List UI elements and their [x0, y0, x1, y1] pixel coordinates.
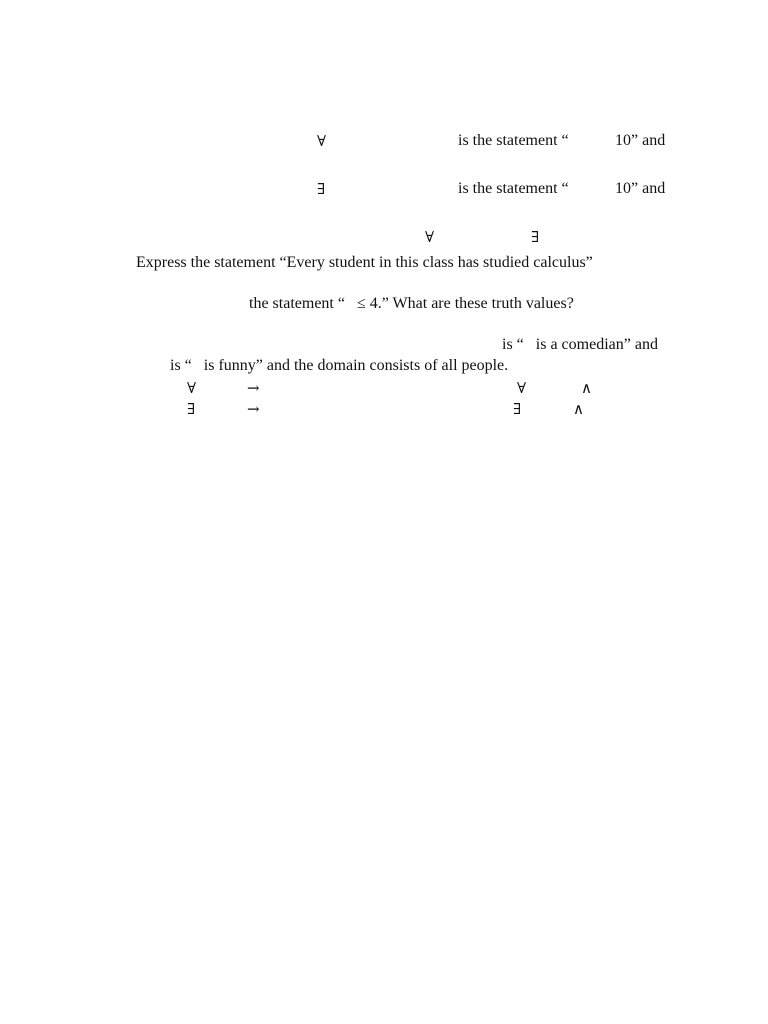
forall-symbol: ∀ — [517, 379, 527, 397]
exists-symbol: ∃ — [187, 400, 196, 418]
implies-arrow: → — [247, 379, 260, 397]
comedian-line: is “ is a comedian” and — [502, 336, 658, 353]
statement-text: is the statement “ — [458, 132, 569, 149]
value-text: 10” and — [615, 180, 666, 197]
forall-symbol: ∀ — [187, 379, 197, 397]
exists-symbol: ∃ — [513, 400, 522, 418]
value-text: 10” and — [615, 132, 666, 149]
forall-symbol: ∀ — [317, 132, 327, 150]
express-statement-line: Express the statement “Every student in this class has studied calculus” — [136, 254, 593, 271]
truth-values-line: the statement “ ≤ 4.” What are these truth values? — [249, 295, 574, 312]
and-symbol: ∧ — [581, 379, 592, 397]
exists-symbol: ∃ — [317, 180, 326, 198]
implies-arrow: → — [247, 400, 260, 418]
exists-symbol: ∃ — [531, 228, 540, 246]
statement-text: is the statement “ — [458, 180, 569, 197]
funny-line: is “ is funny” and the domain consists of all people. — [170, 357, 509, 374]
forall-symbol: ∀ — [425, 228, 435, 246]
and-symbol: ∧ — [573, 400, 584, 418]
